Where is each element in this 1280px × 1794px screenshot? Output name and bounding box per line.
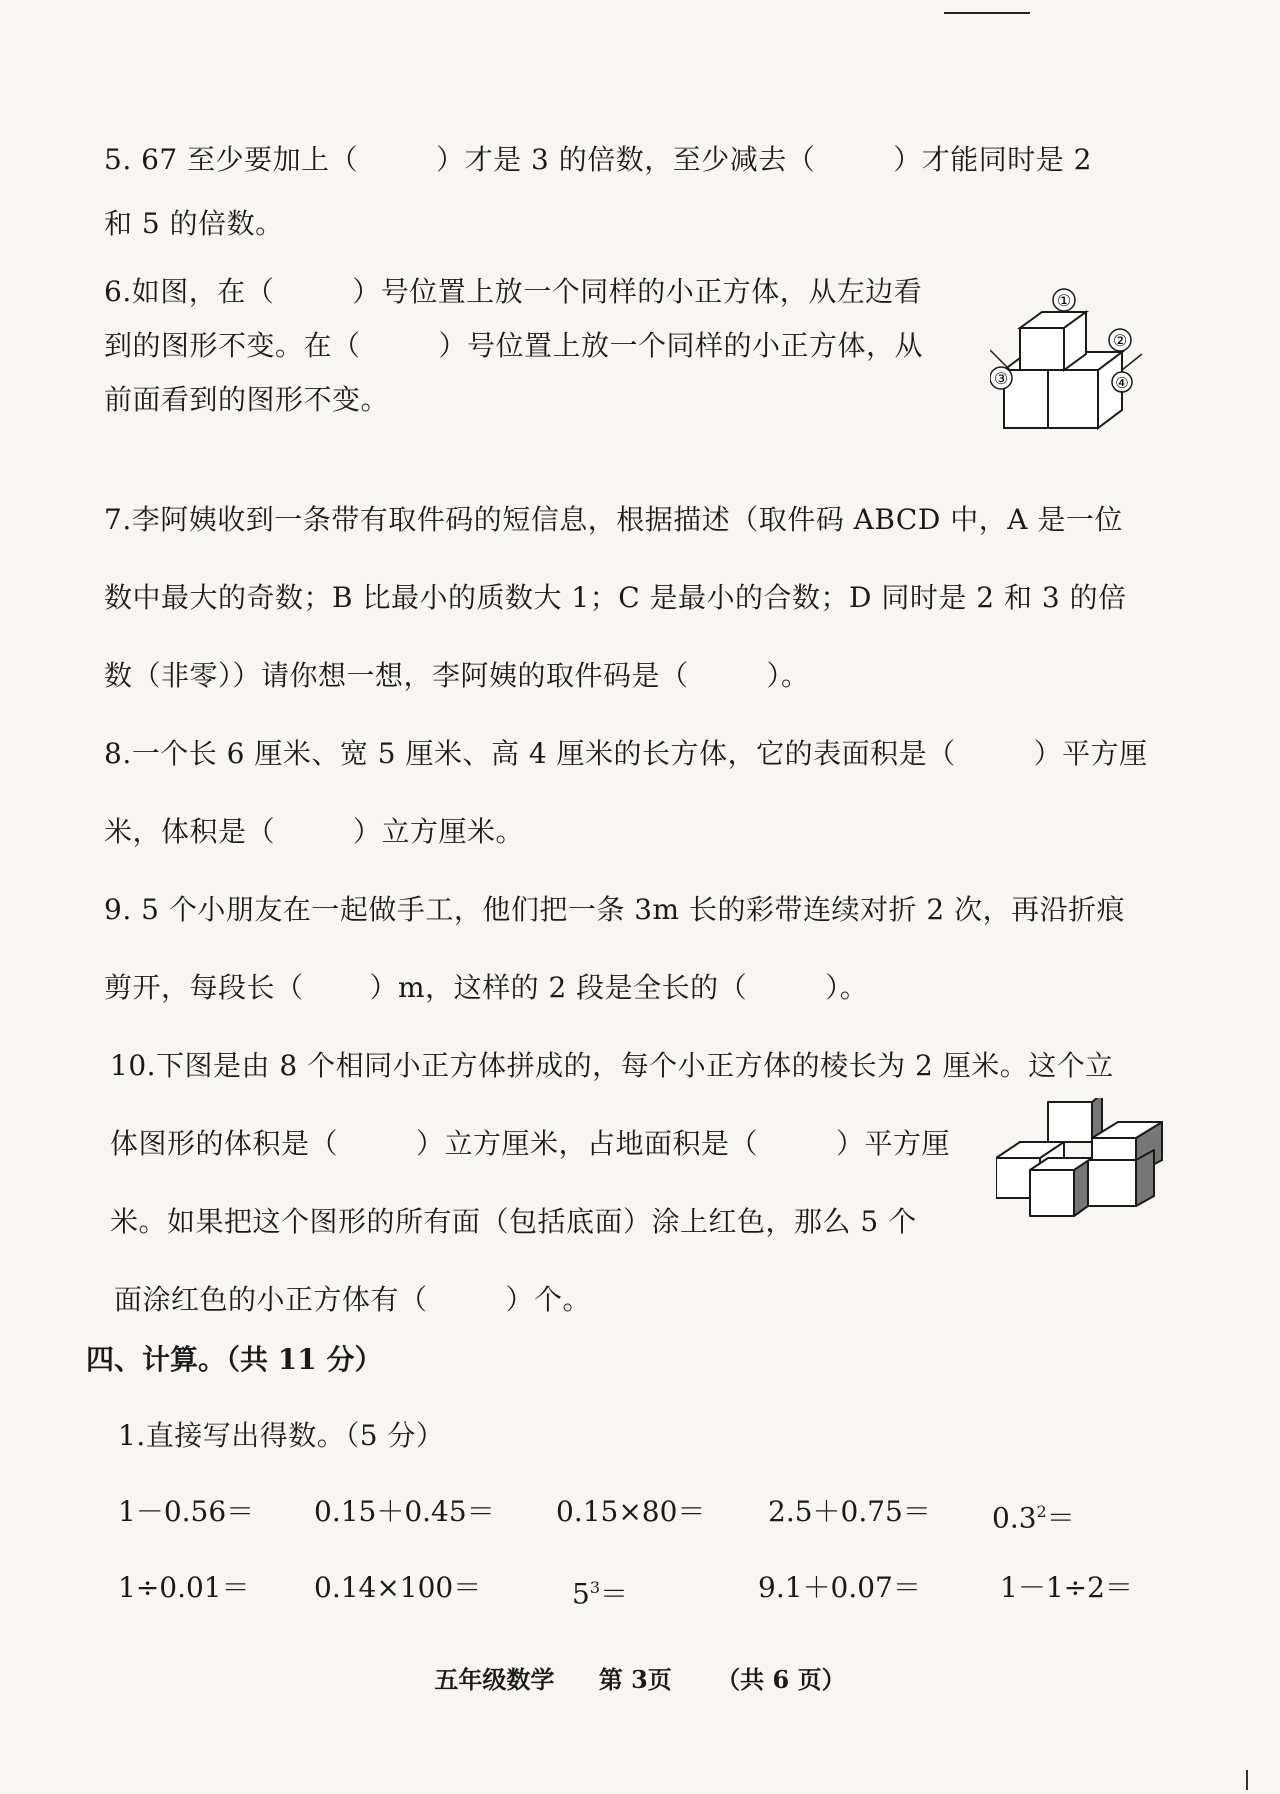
position-2-label: ② [1112,331,1128,350]
question-6-line-3: 前面看到的图形不变。 [104,383,390,416]
section-4-subquestion-1: 1.直接写出得数。（5 分） [118,1419,445,1452]
question-10-line-2: 体图形的体积是（ ）立方厘米，占地面积是（ ）平方厘 [110,1127,951,1160]
calc-item: 1－0.56＝ [118,1495,255,1528]
section-4-heading: 四、计算。（共 11 分） [86,1343,383,1376]
cube-figure-q10 [996,1098,1166,1218]
question-10-line-1: 10.下图是由 8 个相同小正方体拼成的，每个小正方体的棱长为 2 厘米。这个立 [110,1049,1114,1082]
position-3-label: ③ [993,369,1009,388]
question-10-line-4: 面涂红色的小正方体有（ ）个。 [114,1283,592,1316]
question-5-line-2: 和 5 的倍数。 [104,207,284,240]
question-9-line-1: 9. 5 个小朋友在一起做手工，他们把一条 3m 长的彩带连续对折 2 次，再沿折痕 [104,893,1126,926]
question-8-line-1: 8.一个长 6 厘米、宽 5 厘米、高 4 厘米的长方体，它的表面积是（ ）平方厘 [104,737,1148,770]
question-7-line-1: 7.李阿姨收到一条带有取件码的短信息，根据描述（取件码 ABCD 中，A 是一位 [104,503,1123,536]
position-4-label: ④ [1115,374,1129,392]
calc-item: 2.5＋0.75＝ [768,1495,931,1528]
calc-item: 1÷0.01＝ [118,1571,250,1604]
footer-subject: 五年级数学 [434,1665,555,1694]
calc-item: 0.15＋0.45＝ [314,1495,495,1528]
cube-figure-q6 [990,288,1150,448]
question-6-line-2: 到的图形不变。在（ ）号位置上放一个同样的小正方体，从 [104,329,924,362]
question-7-line-2: 数中最大的奇数；B 比最小的质数大 1；C 是最小的合数；D 同时是 2 和 3 的倍 [104,581,1127,614]
calc-item: 0.14×100＝ [314,1571,482,1604]
page-footer [0,1660,1280,1695]
question-9-line-2: 剪开，每段长（ ）m，这样的 2 段是全长的（ ）。 [104,971,869,1004]
calc-row-1 [118,1492,1158,1535]
calc-item: 0.15×80＝ [556,1495,706,1528]
calc-item: 1－1÷2＝ [1000,1571,1133,1604]
question-7-line-3: 数（非零））请你想一想，李阿姨的取件码是（ ）。 [104,659,810,692]
calc-item: 9.1＋0.07＝ [758,1571,921,1604]
question-5-line-1: 5. 67 至少要加上（ ）才是 3 的倍数，至少减去（ ）才能同时是 2 [104,143,1092,176]
question-8-line-2: 米，体积是（ ）立方厘米。 [104,815,525,848]
calc-item: $0.3^2=$ [992,1501,1075,1535]
top-rule [944,12,1030,14]
footer-page-number: 第 3页 [598,1665,672,1694]
calc-item: $5^3=$ [572,1577,629,1611]
question-6-line-1: 6.如图，在（ ）号位置上放一个同样的小正方体，从左边看 [104,275,923,308]
calc-row-2 [118,1568,1158,1611]
footer-total-pages: （共 6 页） [716,1665,846,1694]
question-10-line-3: 米。如果把这个图形的所有面（包括底面）涂上红色，那么 5 个 [110,1205,917,1238]
position-1-label: ① [1056,291,1072,310]
corner-mark [1246,1770,1248,1790]
